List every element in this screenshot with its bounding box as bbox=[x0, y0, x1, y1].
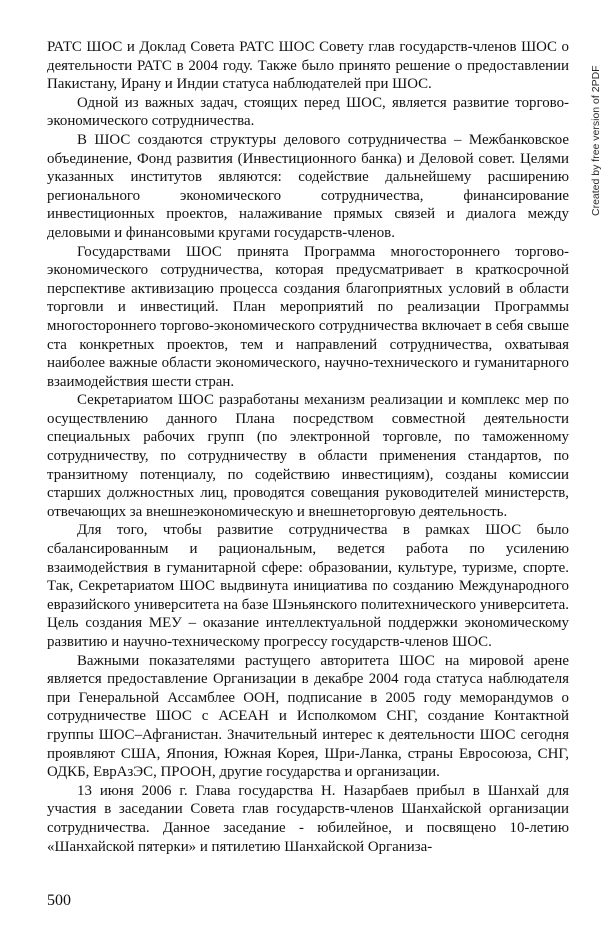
paragraph-2: Одной из важных задач, стоящих перед ШОС, является развитие торгово-экономического сотрудничества. bbox=[47, 94, 569, 130]
paragraph-3: В ШОС создаются структуры делового сотрудничества – Межбанковское объединение, Фонд развития (Инвестиционного банка) и Деловой совет. Целями указанных институтов являются: содействие дальнейшему расширению регионального экономического сотрудничества, финансирование инвестиционных проектов, налаживание прямых связей и диалога между деловыми и финансовыми кругами государств-членов. bbox=[47, 131, 569, 241]
paragraph-5: Секретариатом ШОС разработаны механизм реализации и комплекс мер по осуществлению данного Плана посредством совместной деятельности специальных рабочих групп (по электронной торговле, по таможенному сотрудничеству, по сотрудничеству в области применения стандартов, по транзитному потенциалу, по содействию инвестициям), созданы комиссии старших должностных лиц, проводятся совещания руководителей министерств, отвечающих за внешнеэкономическую и внешнеторговую деятельность. bbox=[47, 392, 569, 520]
paragraph-4: Государствами ШОС принята Программа многостороннего торгово-экономического сотрудничества, которая предусматривает в краткосрочной перспективе активизацию процесса создания благоприятных условий в области торговли и инвестиций. План мероприятий по реализации Программы многостороннего торгово-экономического сотрудничества включает в себя свыше ста конкретных проектов, тем и направлений сотрудничества, охватывая наиболее важные области экономического, научно-технического и гуманитарного взаимодействия шести стран. bbox=[47, 243, 569, 390]
watermark-side-note: Created by free version of 2PDF bbox=[590, 65, 602, 216]
page-body bbox=[47, 38, 569, 856]
paragraph-1: РАТС ШОС и Доклад Совета РАТС ШОС Совету глав государств-членов ШОС о деятельности РАТС в 2004 году. Также было принято решение о предоставлении Пакистану, Ирану и Индии статуса наблюдателей при ШОС. bbox=[47, 39, 569, 93]
page-number: 500 bbox=[47, 892, 71, 909]
paragraph-6: Для того, чтобы развитие сотрудничества в рамках ШОС было сбалансированным и рациональным, ведется работа по усилению взаимодействия в гуманитарной сфере: образовании, культуре, туризме, спорте. Так, Секретариатом ШОС выдвинута инициатива по созданию Международного евразийского университета на базе Шэньянского политехнического университета. Цель создания МЕУ – оказание интеллектуальной поддержки экономическому развитию и научно-техническому прогрессу государств-членов ШОС. bbox=[47, 522, 569, 650]
paragraph-7: Важными показателями растущего авторитета ШОС на мировой арене является предоставление Организации в декабре 2004 года статуса наблюдателя при Генеральной Ассамблее ООН, подписание в 2005 году меморандумов о сотрудничестве ШОС с АСЕАН и Исполкомом СНГ, создание Контактной группы ШОС–Афганистан. Значительный интерес к деятельности ШОС сегодня проявляют США, Япония, Южная Корея, Шри-Ланка, страны Евросоюза, СНГ, ОДКБ, ЕврАзЭС, ПРООН, другие государства и организации. bbox=[47, 652, 569, 781]
paragraph-8: 13 июня 2006 г. Глава государства Н. Назарбаев прибыл в Шанхай для участия в заседании Совета глав государств-членов Шанхайской организации сотрудничества. Данное заседание - юбилейное, и посвящено 10-летию «Шанхайской пятерки» и пятилетию Шанхайской Организа- bbox=[47, 782, 569, 855]
